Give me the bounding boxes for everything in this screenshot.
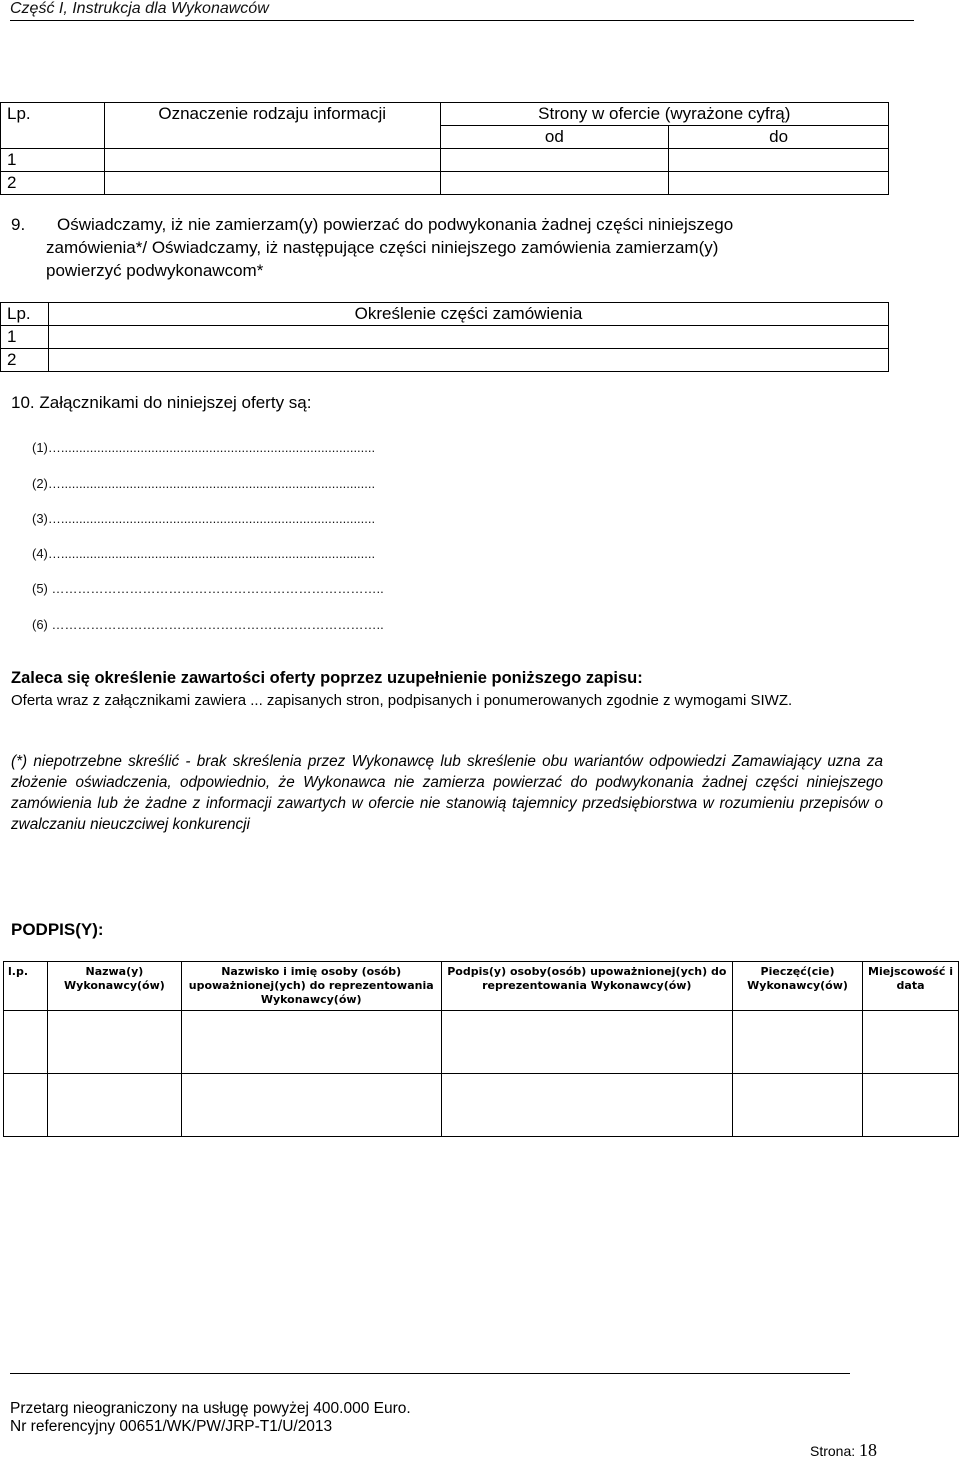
- section-9-line3: powierzyć podwykonawcom*: [46, 261, 264, 280]
- signature-header-contractor: Nazwa(y) Wykonawcy(ów): [47, 962, 181, 1011]
- footnote: (*) niepotrzebne skreślić - brak skreślenia przez Wykonawcę lub skreślenie obu wariantów odpowiedzi Zamawiający uzna za złożenie oświadczenia, odpowiednio, że Wykonawca nie zamierza powierzać do podwykonania żadnej części niniejszego zamówienia lub że żadne z informacji zawartych w ofercie nie stanowią tajemnicy przedsiębiorstwa w rozumieniu przepisów o zwalczaniu nieuczciwej konkurencji: [11, 753, 883, 833]
- table2-row-number: 2: [1, 349, 49, 372]
- signature-cell: [47, 1074, 181, 1137]
- table-row: [4, 1011, 959, 1074]
- signature-header-place-date: Miejscowość i data: [863, 962, 959, 1011]
- signature-cell: [441, 1074, 733, 1137]
- section-9-line2: zamówienia*/ Oświadczamy, iż następujące części niniejszego zamówienia zamierzam(y): [46, 238, 719, 257]
- table2-cell: [48, 326, 888, 349]
- table-row: [1, 149, 889, 172]
- table-row: [1, 326, 889, 349]
- section-9-statement: [11, 213, 883, 282]
- signature-cell: [863, 1011, 959, 1074]
- table2-cell: [48, 349, 888, 372]
- table1-header-to: do: [669, 126, 889, 149]
- signature-table: [3, 961, 959, 1137]
- footer-tender-type: Przetarg nieograniczony na usługę powyżej 400.000 Euro.: [10, 1400, 411, 1417]
- table2-row-number: 1: [1, 326, 49, 349]
- section-9-line1: Oświadczamy, iż nie zamierzam(y) powierzać do podwykonania żadnej części niniejszego: [57, 215, 734, 234]
- header-divider: [10, 20, 914, 21]
- signature-cell: [733, 1011, 863, 1074]
- signature-cell: [441, 1011, 733, 1074]
- table1-header-info: Oznaczenie rodzaju informacji: [104, 103, 440, 149]
- attachment-item: (4)….......................................................................................: [32, 546, 376, 561]
- table1-cell: [669, 172, 889, 195]
- table1-cell: [669, 149, 889, 172]
- table1-header-pages: Strony w ofercie (wyrażone cyfrą): [440, 103, 888, 126]
- section-10-title: 10. Załącznikami do niniejszej oferty są:: [11, 393, 312, 412]
- page-label: Strona:: [810, 1443, 856, 1459]
- signature-cell: [733, 1074, 863, 1137]
- footer-divider: [10, 1373, 850, 1374]
- attachment-item: (6) …………………………………………………………………..: [32, 617, 384, 632]
- signature-cell: [181, 1011, 441, 1074]
- signature-header-stamp: Pieczęć(cie) Wykonawcy(ów): [733, 962, 863, 1011]
- signature-cell: [863, 1074, 959, 1137]
- section-9-number: 9.: [11, 215, 26, 234]
- signature-header-lp: l.p.: [4, 962, 48, 1011]
- table-row: [1, 349, 889, 372]
- attachment-item: (3)….......................................................................................: [32, 511, 376, 526]
- table1-cell: [104, 172, 440, 195]
- signature-cell: [181, 1074, 441, 1137]
- table1-cell: [440, 172, 669, 195]
- signature-header-signature: Podpis(y) osoby(osób) upoważnionej(ych) do reprezentowania Wykonawcy(ów): [441, 962, 733, 1011]
- header-title: Część I, Instrukcja dla Wykonawców: [10, 0, 269, 17]
- table2-header-part: Określenie części zamówienia: [48, 303, 888, 326]
- attachment-item: (5) …………………………………………………………………..: [32, 581, 384, 596]
- table1-row-number: 2: [1, 172, 105, 195]
- table-row: [1, 172, 889, 195]
- page-number-value: 18: [859, 1440, 878, 1460]
- signature-cell: [4, 1074, 48, 1137]
- table2-header-lp: Lp.: [1, 303, 49, 326]
- table1-header-lp: Lp.: [1, 103, 105, 149]
- signature-cell: [47, 1011, 181, 1074]
- table1-cell: [104, 149, 440, 172]
- signature-header-person: Nazwisko i imię osoby (osób) upoważnionej(ych) do reprezentowania Wykonawcy(ów): [181, 962, 441, 1011]
- footer-reference-number: Nr referencyjny 00651/WK/PW/JRP-T1/U/2013: [10, 1418, 333, 1435]
- info-pages-table: [0, 102, 889, 195]
- table-row: [4, 1074, 959, 1137]
- signature-cell: [4, 1011, 48, 1074]
- attachment-item: (2)….......................................................................................: [32, 476, 376, 491]
- attachment-item: (1)….......................................................................................: [32, 440, 376, 455]
- recommendation-text: Oferta wraz z załącznikami zawiera ... zapisanych stron, podpisanych i ponumerowanych zgodnie z wymogami SIWZ.: [11, 692, 793, 709]
- table1-cell: [440, 149, 669, 172]
- table1-header-from: od: [440, 126, 669, 149]
- signature-title: PODPIS(Y):: [11, 920, 104, 939]
- table1-row-number: 1: [1, 149, 105, 172]
- subcontract-parts-table: [0, 302, 889, 372]
- recommendation-heading: Zaleca się określenie zawartości oferty poprzez uzupełnienie poniższego zapisu:: [11, 669, 643, 687]
